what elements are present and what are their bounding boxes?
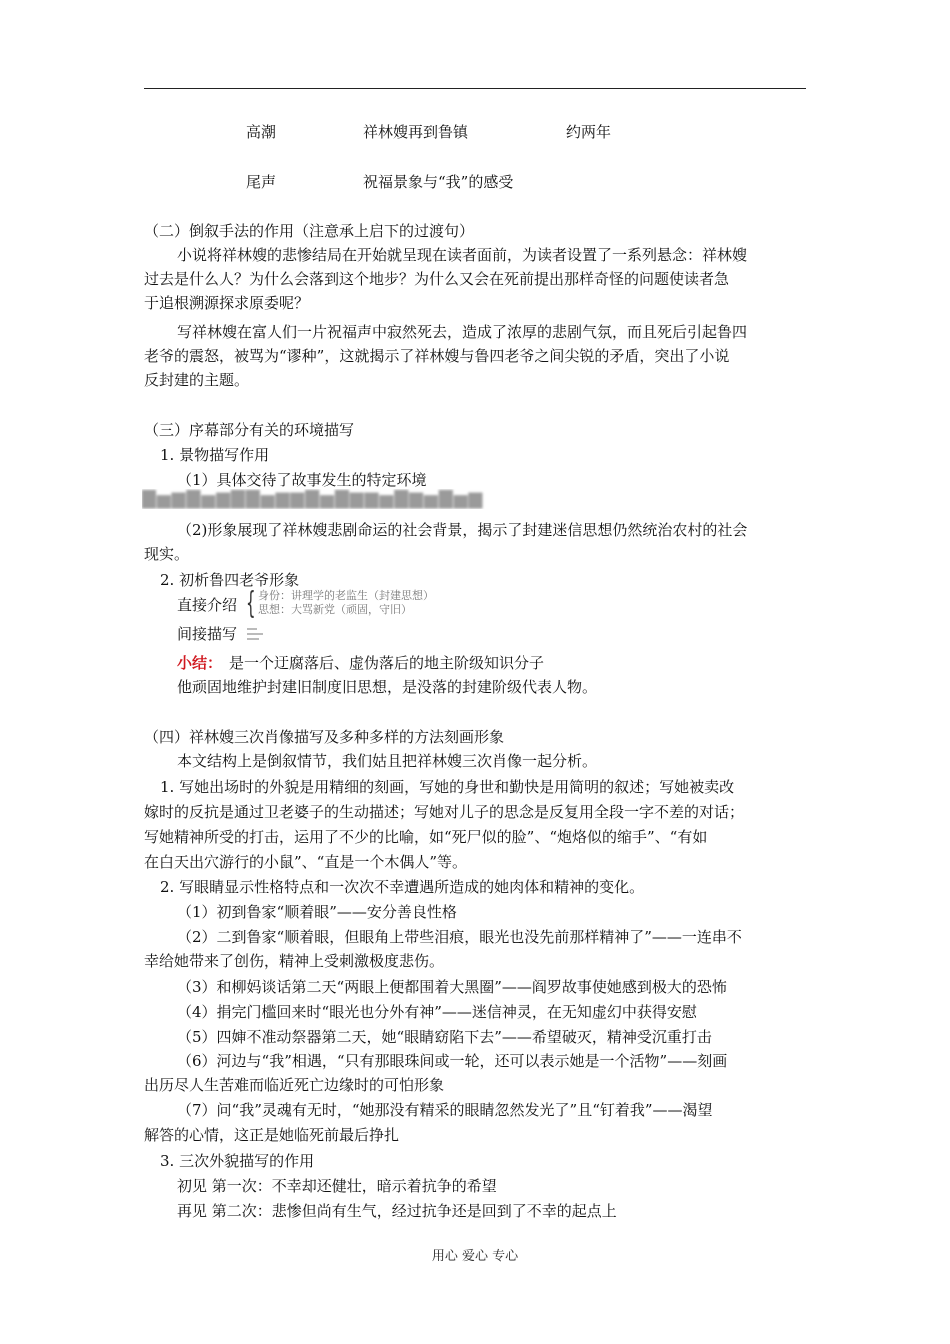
- paragraph-line: 过去是什么人？为什么会落到这个地步？为什么又会在死前提出那样奇怪的问题使读者急: [144, 270, 730, 288]
- list-item: 1. 景物描写作用: [160, 446, 270, 464]
- list-item: （5）四婶不准动祭器第二天，她“眼睛窈陷下去”——希望破灭，精神受沉重打击: [177, 1028, 712, 1046]
- list-item: （1）具体交待了故事发生的特定环境: [177, 471, 427, 489]
- brace-item: 思想：大骂新党（顽固，守旧）: [258, 603, 412, 616]
- page-footer: 用心 爱心 专心: [431, 1249, 519, 1264]
- section-heading: （二）倒叙手法的作用（注意承上启下的过渡句）: [144, 222, 475, 240]
- section-heading: （三）序幕部分有关的环境描写: [144, 421, 355, 439]
- paragraph-line: 出历尽人生苦难而临近死亡边缘时的可怕形象: [144, 1076, 445, 1094]
- outline-time: 约两年: [566, 123, 612, 141]
- blurred-text-artifact: ▇▅▆▇▅▆▇▇▅▆▆▇▅▇▆▆▅▇▆▅▇▅▆: [142, 489, 484, 509]
- brace-item: 身份：讲理学的老监生（封建思想）: [258, 589, 434, 602]
- paragraph-line: 解答的心情，这正是她临死前最后挣扎: [144, 1126, 400, 1144]
- paragraph-line: 现实。: [144, 545, 190, 563]
- list-item: （2）二到鲁家“顺着眼，但眼角上带些泪痕，眼光也没先前那样精神了”——一连串不: [177, 928, 742, 946]
- label-direct-intro: 直接介绍: [177, 596, 238, 614]
- outline-content: 祝福景象与“我”的感受: [363, 173, 514, 191]
- list-item: （1）初到鲁家“顺着眼”——安分善良性格: [177, 903, 457, 921]
- list-item: 初见 第一次：不幸却还健壮，暗示着抗争的希望: [177, 1177, 497, 1195]
- faint-bracket-icon: [247, 625, 269, 647]
- list-item: （3）和柳妈谈话第二天“两眼上便都围着大黑圈”——阎罗故事使她感到极大的恐怖: [177, 978, 727, 996]
- list-item: 再见 第二次：悲惨但尚有生气，经过抗争还是回到了不幸的起点上: [177, 1202, 617, 1220]
- paragraph-line: 嫁时的反抗是通过卫老婆子的生动描述；写她对儿子的思念是反复用全段一字不差的对话；: [144, 803, 745, 821]
- paragraph-line: 老爷的震怒，被骂为“谬种”，这就揭示了祥林嫂与鲁四老爷之间尖锐的矛盾，突出了小说: [144, 347, 730, 365]
- list-item: 2. 初析鲁四老爷形象: [160, 571, 300, 589]
- paragraph-line: 反封建的主题。: [144, 371, 250, 389]
- paragraph-line: 在白天出穴游行的小鼠”、“直是一个木偶人”等。: [144, 853, 468, 871]
- list-item: （6）河边与“我”相遇，“只有那眼珠间或一轮，还可以表示她是一个活物”——刻画: [177, 1052, 728, 1070]
- brace-icon: {: [246, 586, 256, 621]
- list-item: 2. 写眼睛显示性格特点和一次次不幸遭遇所造成的她肉体和精神的变化。: [160, 878, 645, 896]
- list-item: （2)形象展现了祥林嫂悲剧命运的社会背景，揭示了封建迷信思想仍然统治农村的社会: [177, 521, 748, 539]
- section-heading: （四）祥林嫂三次肖像描写及多种多样的方法刻画形象: [144, 728, 505, 746]
- outline-content: 祥林嫂再到鲁镇: [363, 123, 469, 141]
- paragraph-line: 写祥林嫂在富人们一片祝福声中寂然死去，造成了浓厚的悲剧气氛，而且死后引起鲁四: [177, 323, 748, 341]
- list-item: 1. 写她出场时的外貌是用精细的刻画，写她的身世和勤快是用简明的叙述；写她被卖改: [160, 778, 735, 796]
- paragraph-line: 于追根溯源探求原委呢？: [144, 294, 310, 312]
- summary-text: 是一个迂腐落后、虚伪落后的地主阶级知识分子: [229, 654, 545, 672]
- paragraph-line: 幸给她带来了创伤，精神上受刺激极度悲伤。: [144, 952, 445, 970]
- summary-label: 小结：: [177, 654, 223, 672]
- list-item: （7）问“我”灵魂有无时，“她那没有精采的眼睛忽然发光了”且“钉着我”——渴望: [177, 1101, 713, 1119]
- paragraph-line: 写她精神所受的打击，运用了不少的比喻，如“死尸似的脸”、“炮烙似的缩手”、“有如: [144, 828, 708, 846]
- paragraph-line: 他顽固地维护封建旧制度旧思想，是没落的封建阶级代表人物。: [177, 678, 598, 696]
- header-rule: [144, 88, 806, 89]
- paragraph-line: 小说将祥林嫂的悲惨结局在开始就呈现在读者面前，为读者设置了一系列悬念：祥林嫂: [177, 246, 748, 264]
- label-indirect-desc: 间接描写: [177, 625, 238, 643]
- list-item: （4）捐完门槛回来时“眼光也分外有神”——迷信神灵，在无知虚幻中获得安慰: [177, 1003, 697, 1021]
- list-item: 3. 三次外貌描写的作用: [160, 1152, 315, 1170]
- paragraph-line: 本文结构上是倒叙情节，我们姑且把祥林嫂三次肖像一起分析。: [177, 752, 598, 770]
- outline-part: 尾声: [246, 173, 277, 191]
- outline-part: 高潮: [246, 123, 277, 141]
